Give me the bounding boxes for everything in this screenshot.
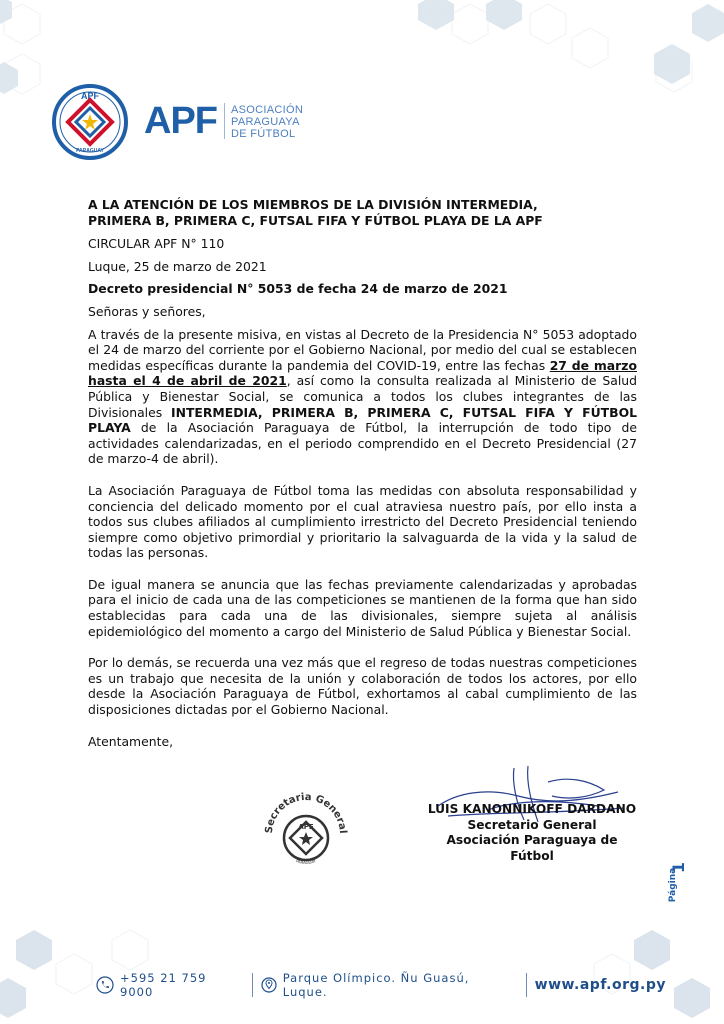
page-number-label — [666, 858, 690, 908]
heading-line1: A LA ATENCIÓN DE LOS MIEMBROS DE LA DIVISIÓN INTERMEDIA, — [88, 197, 538, 212]
footer-address: Parque Olímpico. Ñu Guasú, Luque. — [282, 971, 470, 999]
org-name-line3: DE FÚTBOL — [231, 128, 296, 140]
p1-text-a: A través de la presente misiva, en vistas al Decreto de la Presidencia N° 5053 adoptado el 24 de marzo del corriente por el Gobierno Nacional, por medio del cual se establecen medidas específicas durante la pandemia del COVID-19, entre las fechas — [88, 326, 637, 373]
phone-icon — [96, 976, 114, 994]
org-name — [231, 104, 303, 140]
footer-separator — [526, 973, 527, 997]
circular-number: CIRCULAR APF N° 110 — [88, 236, 225, 252]
logo-divider — [224, 103, 225, 139]
letter-heading — [88, 197, 637, 228]
location-pin-icon — [261, 976, 277, 994]
subject-line: Decreto presidencial N° 5053 de fecha 24 de marzo de 2021 — [88, 281, 508, 297]
place-date: Luque, 25 de marzo de 2021 — [88, 258, 267, 274]
stamp-center-text: APF — [298, 823, 314, 831]
heading-line2: PRIMERA B, PRIMERA C, FUTSAL FIFA Y FÚTBOL PLAYA DE LA APF — [88, 212, 543, 228]
paragraph-2: La Asociación Paraguaya de Fútbol toma las medidas con absoluta responsabilidad y conciencia del delicado momento por el cual atraviesa nuestro país, por ello insta a todos sus clubes afiliados al cumplimiento irrestricto del Decreto Presidencial teniendo siempre como objetivo primordial y prioritario la salvaguarda de la vida y la salud de todas las personas. — [88, 482, 637, 561]
stamp-bottom-text: PARAGUAY — [295, 858, 317, 866]
p1-divisions-bold: INTERMEDIA, PRIMERA B, PRIMERA C, FUTSAL FIFA Y FÚTBOL PLAYA — [88, 404, 637, 436]
logo-short-text: APF — [81, 91, 99, 101]
letter-body — [88, 197, 637, 756]
org-name-line1: ASOCIACIÓN — [231, 104, 304, 116]
apf-wordmark: APF — [144, 100, 217, 142]
apf-crest-logo — [52, 84, 128, 160]
footer-separator — [252, 973, 253, 997]
stamp-ring-text: Secretaria General — [263, 791, 349, 835]
page-word: Página — [668, 867, 679, 903]
signer-title: Secretario General — [467, 817, 597, 832]
paragraph-1 — [88, 327, 637, 467]
signature-block — [424, 802, 640, 864]
footer — [96, 972, 666, 998]
p1-dates-underlined: 27 de marzo hasta el 4 de abril de 2021 — [88, 357, 637, 389]
p1-text-e: de la Asociación Paraguaya de Fútbol, la interrupción de todo tipo de actividades calendarizadas, en el periodo comprendido en el Decreto Presidencial (27 de marzo-4 de abril). — [88, 420, 637, 467]
page-number: 1 — [669, 861, 689, 874]
paragraph-3: De igual manera se anuncia que las fechas previamente calendarizadas y aprobadas para el inicio de cada una de las competiciones se mantienen de la forma que han sido establecidas para cada una de las divisionales, siempre sujeta al análisis epidemiológico del momento a cargo del Ministerio de Salud Pública y Bienestar Social. — [88, 576, 637, 639]
footer-phone[interactable]: +595 21 759 9000 — [120, 971, 207, 999]
signer-name: LUIS KANONNIKOFF DARDANO — [427, 802, 637, 816]
p1-text-c: , así como la consulta realizada al Ministerio de Salud Pública y Bienestar Social, se comunica a todos los clubes integrantes de las Divisionales — [88, 373, 637, 420]
signer-organization: Asociación Paraguaya de Fútbol — [446, 833, 618, 863]
footer-website-link[interactable]: www.apf.org.py — [534, 977, 666, 993]
logo-ring-text: PARAGUAY — [76, 148, 104, 154]
secretaria-general-stamp — [258, 784, 354, 880]
closing: Atentamente, — [88, 733, 174, 749]
salutation: Señoras y señores, — [88, 303, 206, 319]
paragraph-4: Por lo demás, se recuerda una vez más que el regreso de todas nuestras competiciones es un trabajo que necesita de la unión y colaboración de todos los actores, por ello desde la Asociación Paraguaya de Fútbol, exhortamos al cabal cumplimiento de las disposiciones dictadas por el Gobierno Nacional. — [88, 655, 637, 718]
org-name-line2: PARAGUAYA — [231, 116, 300, 128]
